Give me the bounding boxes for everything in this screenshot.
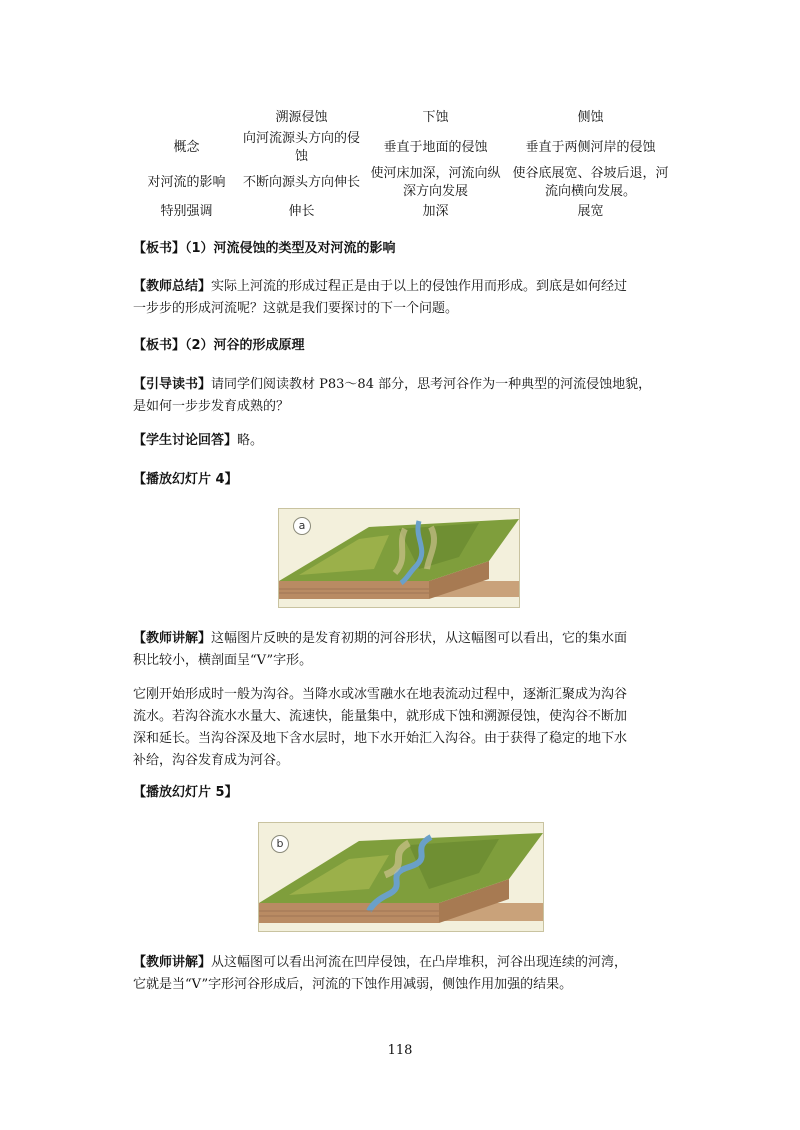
paragraph-line: 它刚开始形成时一般为沟谷。当降水或冰雪融水在地表流动过程中，逐渐汇聚成为沟谷 <box>133 687 628 702</box>
row-label <box>133 164 240 202</box>
explain-line: 从这幅图可以看出河流在凹岸侵蚀，在凸岸堆积，河谷出现连续的河湾， <box>211 955 628 970</box>
cell-line: 使河床加深，河流向纵 <box>370 166 501 181</box>
table-cell <box>363 128 508 168</box>
row-label <box>133 128 240 168</box>
student-discussion <box>133 430 668 452</box>
explain-line: 它就是当“V”字形河谷形成后，河流的下蚀作用减弱，侧蚀作用加强的结果。 <box>133 977 573 992</box>
page-number: 118 <box>387 1043 413 1058</box>
row-label-text: 概念 <box>173 140 200 155</box>
explain-tag: 【教师讲解】 <box>133 631 212 646</box>
table-cell <box>240 128 363 168</box>
cell-line: 深方向发展 <box>402 184 468 199</box>
explain-line: 积比较小，横剖面呈“V”字形。 <box>133 653 313 668</box>
teacher-summary <box>133 276 668 320</box>
table-cell <box>240 200 363 224</box>
guide-line: 是如何一步步发育成熟的？ <box>133 399 290 414</box>
explain-tag: 【教师讲解】 <box>133 955 212 970</box>
row-label <box>133 200 240 224</box>
header-text: 下蚀 <box>422 110 449 125</box>
table-cell <box>508 200 673 224</box>
reading-guide <box>133 374 668 418</box>
table-header-row <box>133 106 673 130</box>
cell-line: 伸长 <box>288 204 315 219</box>
figure-label-a: a <box>293 517 311 535</box>
gully-paragraph <box>133 684 668 772</box>
cell-line: 蚀 <box>294 149 308 164</box>
discuss-text: 略。 <box>237 433 264 448</box>
figure-label-b: b <box>271 835 289 853</box>
valley-diagram-a <box>278 508 520 608</box>
cell-line: 使谷底展宽、谷坡后退，河 <box>512 166 669 181</box>
summary-tag: 【教师总结】 <box>133 279 212 294</box>
paragraph-line: 流水。若沟谷流水水量大、流速快，能量集中，就形成下蚀和溯源侵蚀，使沟谷不断加 <box>133 709 628 724</box>
cell-line: 不断向源头方向伸长 <box>242 175 360 190</box>
valley-a-illustration <box>279 509 519 607</box>
teacher-explanation-1 <box>133 628 668 672</box>
discuss-tag: 【学生讨论回答】 <box>133 433 238 448</box>
table-cell <box>363 164 508 202</box>
table-cell <box>363 200 508 224</box>
paragraph-line: 深和延长。当沟谷深及地下含水层时，地下水开始汇入沟谷。由于获得了稳定的地下水 <box>133 731 628 746</box>
cell-line: 流向横向发展。 <box>544 184 636 199</box>
table-cell <box>508 164 673 202</box>
board-tag: 【板书】 <box>133 338 186 353</box>
guide-line: 请同学们阅读教材 P83～84 部分，思考河谷作为一种典型的河流侵蚀地貌， <box>211 377 652 392</box>
table-header <box>508 106 673 130</box>
table-header <box>363 106 508 130</box>
header-text: 溯源侵蚀 <box>275 110 328 125</box>
table-row <box>133 200 673 224</box>
valley-diagram-b <box>258 822 544 932</box>
cell-line: 垂直于地面的侵蚀 <box>383 140 488 155</box>
header-text: 侧蚀 <box>577 110 604 125</box>
cell-line: 展宽 <box>577 204 604 219</box>
cell-line: 向河流源头方向的侵 <box>242 131 360 146</box>
guide-tag: 【引导读书】 <box>133 377 212 392</box>
table-row <box>133 164 673 202</box>
row-label-text: 特别强调 <box>160 204 213 219</box>
explain-line: 这幅图片反映的是发育初期的河谷形状，从这幅图可以看出，它的集水面 <box>211 631 628 646</box>
table-header <box>133 106 240 130</box>
slide-5-heading: 【播放幻灯片 5】 <box>133 785 238 800</box>
cell-line: 垂直于两侧河岸的侵蚀 <box>525 140 656 155</box>
row-label-text: 对河流的影响 <box>147 175 226 190</box>
board-heading-2 <box>133 335 668 357</box>
board-text: （1）河流侵蚀的类型及对河流的影响 <box>185 241 396 256</box>
board-tag: 【板书】 <box>133 241 186 256</box>
valley-b-illustration <box>259 823 543 931</box>
summary-line: 一步步的形成河流呢？这就是我们要探讨的下一个问题。 <box>133 301 459 316</box>
table-row <box>133 128 673 168</box>
board-text: （2）河谷的形成原理 <box>185 338 305 353</box>
paragraph-line: 补给，沟谷发育成为河谷。 <box>133 753 290 768</box>
slide-4-heading: 【播放幻灯片 4】 <box>133 472 238 487</box>
cell-line: 加深 <box>422 204 449 219</box>
summary-line: 实际上河流的形成过程正是由于以上的侵蚀作用而形成。到底是如何经过 <box>211 279 628 294</box>
board-heading-1 <box>133 238 668 260</box>
table-cell <box>240 164 363 202</box>
teacher-explanation-2 <box>133 952 668 996</box>
table-header <box>240 106 363 130</box>
table-cell <box>508 128 673 168</box>
